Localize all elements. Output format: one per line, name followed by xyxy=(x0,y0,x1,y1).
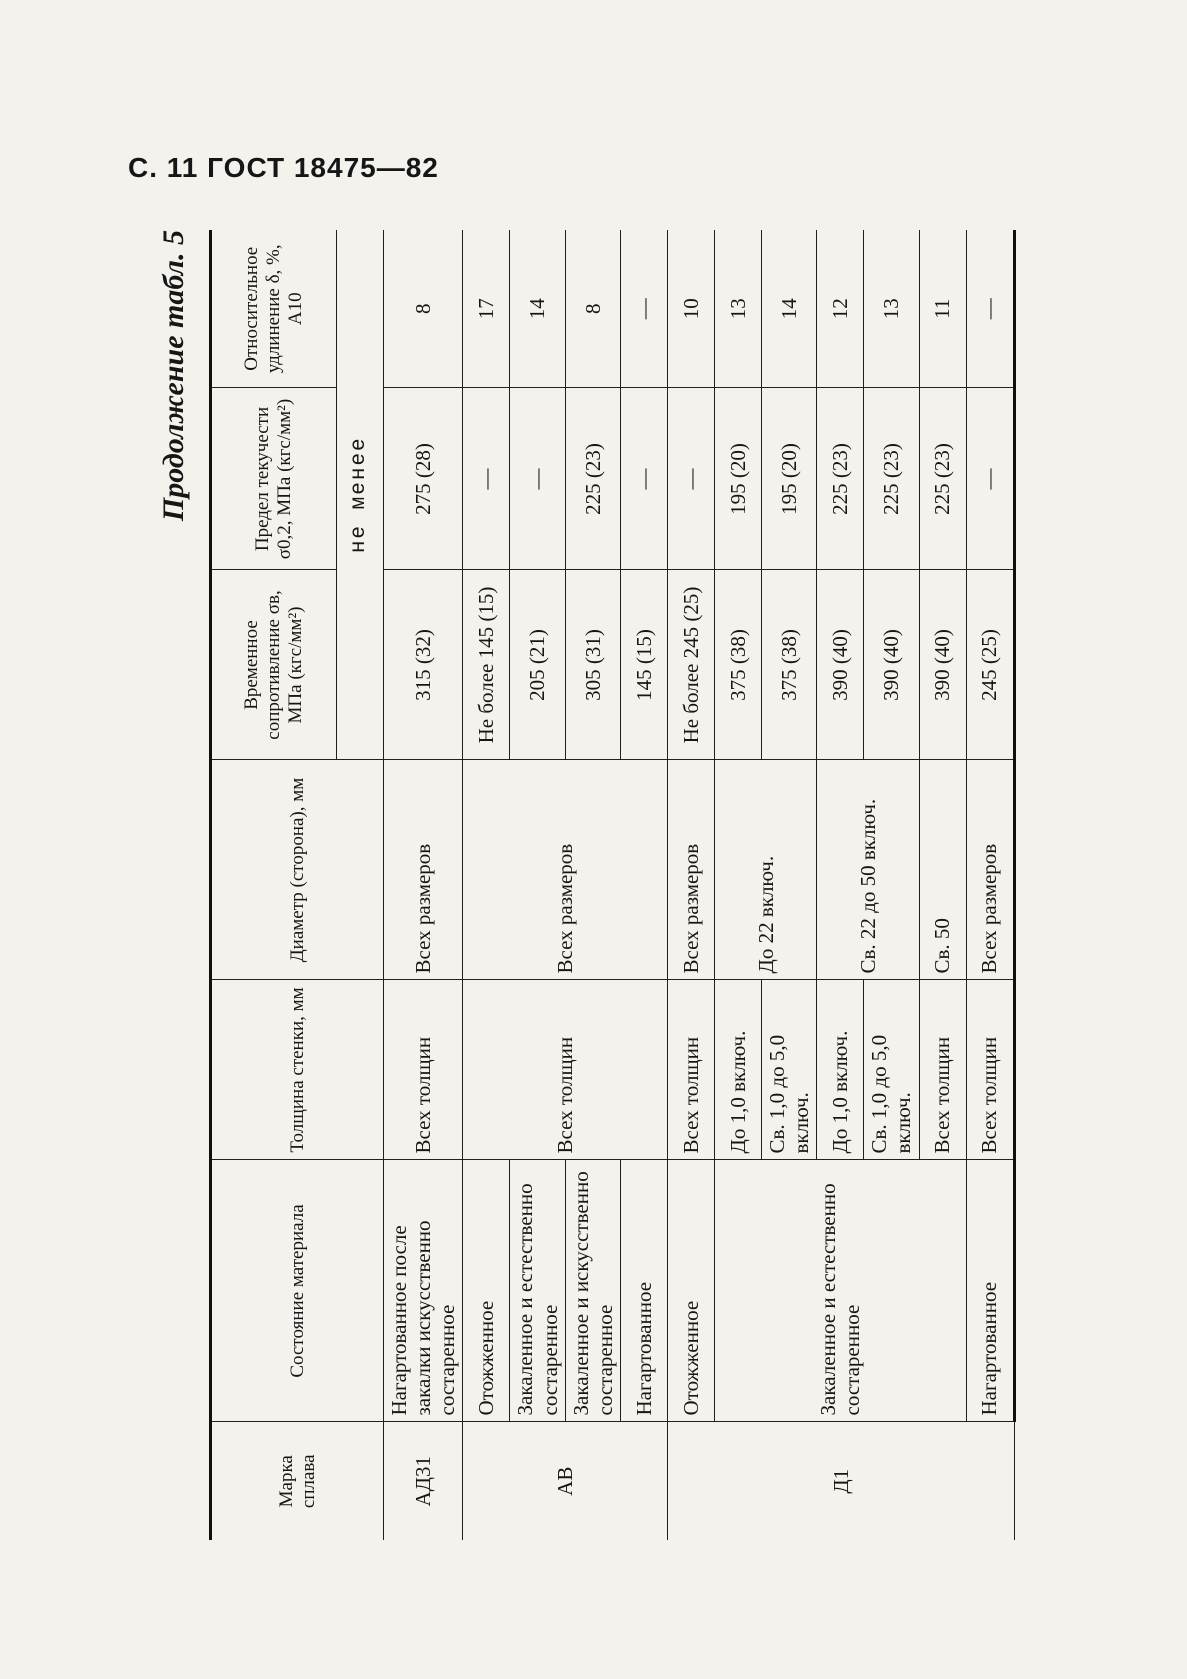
state-cell: Закаленное и естественно состаренное xyxy=(714,1160,966,1422)
state-cell: Закаленное и искусственно состаренное xyxy=(565,1160,620,1422)
state-cell: Закаленное и естественно состаренное xyxy=(510,1160,565,1422)
col-header-diameter: Диаметр (сторона), мм xyxy=(211,760,384,980)
wall-cell: Всех толщин xyxy=(919,980,966,1160)
tensile-cell: 375 (38) xyxy=(761,570,816,760)
yield-cell: 195 (20) xyxy=(714,388,761,570)
min-note: не менее xyxy=(337,230,384,760)
grade-cell: АВ xyxy=(463,1422,668,1540)
col-header-wall: Толщина стенки, мм xyxy=(211,980,384,1160)
table-row xyxy=(714,230,761,1540)
yield-cell: 225 (23) xyxy=(817,388,864,570)
elongation-cell: 12 xyxy=(817,230,864,388)
col-header-state: Состояние материала xyxy=(211,1160,384,1422)
tensile-cell: 145 (15) xyxy=(620,570,667,760)
state-cell: Нагартованное xyxy=(966,1160,1014,1422)
wall-cell: Всех толщин xyxy=(463,980,668,1160)
tensile-cell: 390 (40) xyxy=(864,570,919,760)
tensile-cell: 205 (21) xyxy=(510,570,565,760)
tensile-cell: 390 (40) xyxy=(919,570,966,760)
diameter-cell: Всех размеров xyxy=(384,760,463,980)
wall-cell: Всех толщин xyxy=(384,980,463,1160)
page-header: С. 11 ГОСТ 18475—82 xyxy=(128,152,439,183)
elongation-cell: 13 xyxy=(714,230,761,388)
diameter-cell: Св. 50 xyxy=(919,760,966,980)
elongation-cell: 17 xyxy=(463,230,510,388)
diameter-cell: Всех размеров xyxy=(463,760,668,980)
col-header-elongation: Относительное удлинение δ, %, A10 xyxy=(211,230,337,388)
wall-cell: Всех толщин xyxy=(966,980,1014,1160)
elongation-cell: 10 xyxy=(667,230,714,388)
col-header-yield: Предел текучести σ0,2, МПа (кгс/мм²) xyxy=(211,388,337,570)
tensile-cell: 375 (38) xyxy=(714,570,761,760)
table-row xyxy=(966,230,1014,1540)
state-cell: Нагартованное после закалки искусственно состаренное xyxy=(384,1160,463,1422)
table-row xyxy=(463,230,510,1540)
wall-cell: До 1,0 включ. xyxy=(714,980,761,1160)
header-row xyxy=(211,230,337,1540)
wall-cell: Св. 1,0 до 5,0 включ. xyxy=(864,980,919,1160)
diameter-cell: До 22 включ. xyxy=(714,760,816,980)
tensile-cell: Не более 245 (25) xyxy=(667,570,714,760)
tensile-cell: Не более 145 (15) xyxy=(463,570,510,760)
wall-cell: Св. 1,0 до 5,0 включ. xyxy=(761,980,816,1160)
elongation-cell: 13 xyxy=(864,230,919,388)
diameter-cell: Св. 22 до 50 включ. xyxy=(817,760,919,980)
yield-cell: — xyxy=(620,388,667,570)
yield-cell: 225 (23) xyxy=(919,388,966,570)
elongation-cell: 14 xyxy=(761,230,816,388)
diameter-cell: Всех размеров xyxy=(667,760,714,980)
yield-cell: — xyxy=(510,388,565,570)
wall-cell: До 1,0 включ. xyxy=(817,980,864,1160)
wall-cell: Всех толщин xyxy=(667,980,714,1160)
col-header-tensile: Временное сопротивление σв, МПа (кгс/мм²) xyxy=(211,570,337,760)
elongation-cell: 8 xyxy=(565,230,620,388)
yield-cell: — xyxy=(966,388,1014,570)
state-cell: Отожженное xyxy=(463,1160,510,1422)
elongation-cell: 11 xyxy=(919,230,966,388)
yield-cell: — xyxy=(667,388,714,570)
elongation-cell: — xyxy=(620,230,667,388)
yield-cell: 225 (23) xyxy=(864,388,919,570)
col-header-grade: Марка сплава xyxy=(211,1422,384,1540)
yield-cell: 275 (28) xyxy=(384,388,463,570)
tensile-cell: 305 (31) xyxy=(565,570,620,760)
grade-cell: Д1 xyxy=(667,1422,1014,1540)
grade-cell: АД31 xyxy=(384,1422,463,1540)
state-cell: Нагартованное xyxy=(620,1160,667,1422)
yield-cell: 195 (20) xyxy=(761,388,816,570)
elongation-cell: — xyxy=(966,230,1014,388)
tensile-cell: 390 (40) xyxy=(817,570,864,760)
table-title: Продолжение табл. 5 xyxy=(157,230,190,522)
table-row xyxy=(384,230,463,1540)
properties-table xyxy=(209,230,1016,1540)
tensile-cell: 315 (32) xyxy=(384,570,463,760)
table-row xyxy=(667,230,714,1540)
yield-cell: — xyxy=(463,388,510,570)
tensile-cell: 245 (25) xyxy=(966,570,1014,760)
table-stage xyxy=(157,230,1057,1540)
state-cell: Отожженное xyxy=(667,1160,714,1422)
yield-cell: 225 (23) xyxy=(565,388,620,570)
elongation-cell: 8 xyxy=(384,230,463,388)
diameter-cell: Всех размеров xyxy=(966,760,1014,980)
elongation-cell: 14 xyxy=(510,230,565,388)
